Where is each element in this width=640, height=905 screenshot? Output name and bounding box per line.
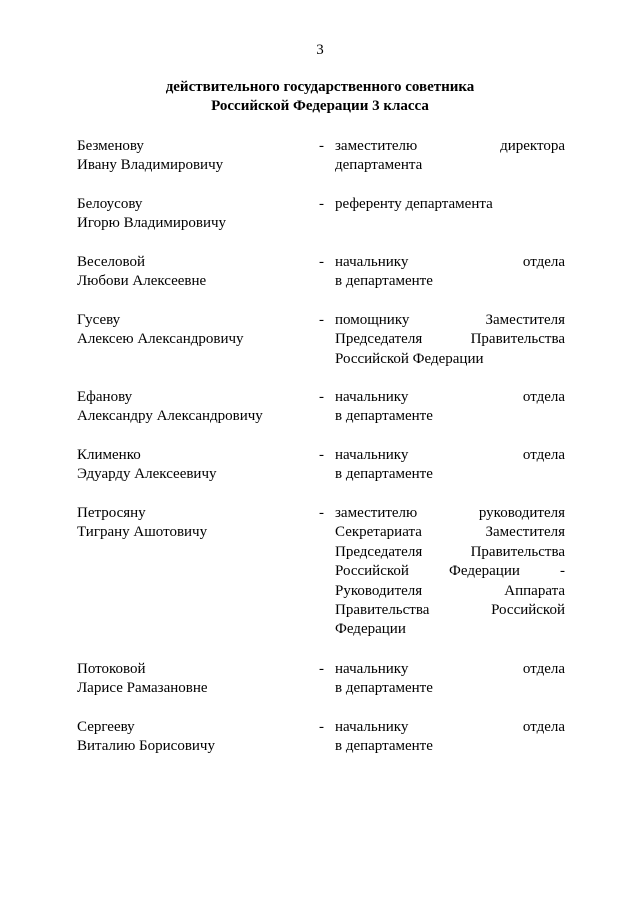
position-title — [335, 660, 565, 699]
position-title — [335, 718, 565, 757]
position-line: в департаменте — [335, 680, 433, 697]
position-line: начальнику отдела — [335, 719, 565, 735]
person-name-line: Алексею Александровичу — [77, 331, 244, 348]
position-line: начальнику отдела — [335, 254, 565, 270]
position-line: начальнику отдела — [335, 389, 565, 405]
position-title — [335, 504, 565, 640]
person-name-line: Гусеву — [77, 312, 121, 328]
person-name-line: Игорю Владимировичу — [77, 215, 227, 232]
position-title — [335, 137, 565, 176]
person-name-line: Петросяну — [77, 505, 146, 521]
person-name-line: Виталию Борисовичу — [77, 738, 215, 755]
position-line: в департаменте — [335, 738, 433, 755]
position-line: в департаменте — [335, 273, 433, 290]
position-line: Руководителя Аппарата — [335, 582, 565, 599]
person-name-line: Ларисе Рамазановне — [77, 680, 208, 697]
heading-line-2: Российской Федерации 3 класса — [211, 98, 429, 115]
separator-dash: - — [319, 138, 324, 154]
document-heading — [0, 78, 640, 117]
person-name — [77, 311, 307, 350]
position-line: в департаменте — [335, 466, 433, 483]
page-number: 3 — [316, 42, 324, 58]
heading-line-1: действительного государственного советника — [165, 79, 475, 95]
person-name-line: Белоусову — [77, 196, 143, 212]
position-line: референту департамента — [335, 196, 493, 212]
position-line: Российской Федерации — [335, 350, 484, 367]
position-title — [335, 195, 565, 214]
person-name — [77, 504, 307, 543]
person-name — [77, 718, 307, 757]
position-line: департамента — [335, 157, 423, 174]
separator-dash: - — [319, 312, 324, 328]
person-name — [77, 446, 307, 485]
separator-dash: - — [319, 505, 324, 521]
position-line: заместителю директора — [335, 138, 565, 154]
position-line: заместителю руководителя — [335, 505, 565, 521]
position-line: Секретариата Заместителя — [335, 524, 565, 541]
person-name-line: Ивану Владимировичу — [77, 157, 224, 174]
position-line: Председателя Правительства — [335, 543, 565, 560]
separator-dash: - — [319, 661, 324, 677]
position-line: Российской Федерации - — [335, 563, 565, 580]
person-name-line: Безменову — [77, 138, 144, 154]
position-line: Председателя Правительства — [335, 331, 565, 348]
person-name — [77, 253, 307, 292]
person-name-line: Ефанову — [77, 389, 133, 405]
person-name-line: Эдуарду Алексеевичу — [77, 466, 217, 483]
person-name-line: Тиграну Ашотовичу — [77, 524, 208, 541]
position-title — [335, 311, 565, 369]
position-title — [335, 388, 565, 427]
person-name-line: Сергееву — [77, 719, 135, 735]
separator-dash: - — [319, 719, 324, 735]
position-line: помощнику Заместителя — [335, 312, 565, 328]
person-name-line: Клименко — [77, 447, 141, 463]
position-line: Правительства Российской — [335, 601, 565, 618]
person-name-line: Потоковой — [77, 661, 146, 677]
person-name-line: Любови Алексеевне — [77, 273, 207, 290]
person-name — [77, 660, 307, 699]
person-name — [77, 195, 307, 234]
position-title — [335, 446, 565, 485]
position-line: начальнику отдела — [335, 447, 565, 463]
person-name-line: Веселовой — [77, 254, 146, 270]
separator-dash: - — [319, 389, 324, 405]
person-name-line: Александру Александровичу — [77, 408, 263, 425]
position-line: в департаменте — [335, 408, 433, 425]
separator-dash: - — [319, 447, 324, 463]
person-name — [77, 388, 307, 427]
person-name — [77, 137, 307, 176]
separator-dash: - — [319, 196, 324, 212]
separator-dash: - — [319, 254, 324, 270]
position-line: начальнику отдела — [335, 661, 565, 677]
position-line: Федерации — [335, 621, 406, 638]
position-title — [335, 253, 565, 292]
